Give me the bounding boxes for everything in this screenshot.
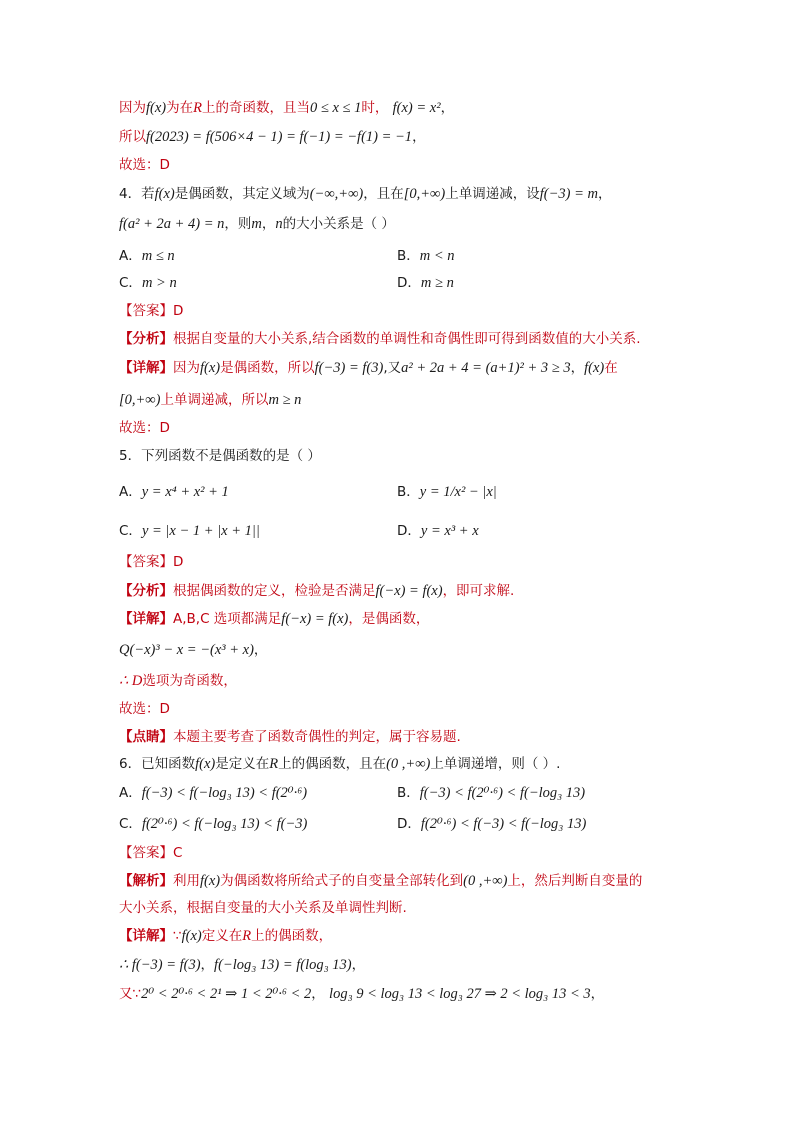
text-line: 因为f(x)为在R上的奇函数，且当0 ≤ x ≤ 1时， f(x) = x²， xyxy=(119,100,455,116)
option-d: D．f(2⁰·⁶) < f(−3) < f(−log₃ 13) xyxy=(397,816,587,832)
option-b: B．y = 1/x² − |x| xyxy=(397,484,497,500)
select-5: 故选：D xyxy=(119,701,170,717)
question-4-cont: f(a² + 2a + 4) = n，则m，n的大小关系是（ ） xyxy=(119,216,395,232)
detail-6-cont2: 又∵2⁰ < 2⁰·⁶ < 2¹ ⇒ 1 < 2⁰·⁶ < 2， log₃ 9 < log₃ 13 < log₃ 27 ⇒ 2 < log₃ 13 < 3， xyxy=(119,986,605,1002)
option-a: A．m ≤ n xyxy=(119,248,175,264)
option-b: B．m < n xyxy=(397,248,455,264)
text-line: 所以f(2023) = f(506×4 − 1) = f(−1) = −f(1) = −1， xyxy=(119,129,426,145)
question-4: 4．若f(x)是偶函数，其定义域为(−∞,+∞)，且在[0,+∞)上单调递减，设f(−3) = m， xyxy=(119,186,612,202)
option-b: B．f(−3) < f(2⁰·⁶) < f(−log₃ 13) xyxy=(397,785,586,801)
option-a: A．f(−3) < f(−log₃ 13) < f(2⁰·⁶) xyxy=(119,785,308,801)
detail-6: 【详解】∵f(x)定义在R上的偶函数， xyxy=(119,928,333,944)
detail-5-cont: Q(−x)³ − x = −(x³ + x)， xyxy=(119,642,268,658)
answer-4: 【答案】D xyxy=(119,303,184,319)
option-c: C．f(2⁰·⁶) < f(−log₃ 13) < f(−3) xyxy=(119,816,308,832)
analysis-6: 【解析】利用f(x)为偶函数将所给式子的自变量全部转化到(0 ,+∞)上，然后判断自变量的 xyxy=(119,873,643,889)
option-d: D．m ≥ n xyxy=(397,275,454,291)
select-4: 故选：D xyxy=(119,420,170,436)
answer-6: 【答案】C xyxy=(119,845,183,861)
analysis-6-cont: 大小关系，根据自变量的大小关系及单调性判断. xyxy=(119,900,407,916)
text-line: 故选：D xyxy=(119,157,170,173)
option-d: D．y = x³ + x xyxy=(397,523,479,539)
option-c: C．y = |x − 1 + |x + 1|| xyxy=(119,523,260,539)
detail-5: 【详解】A,B,C 选项都满足f(−x) = f(x)，是偶函数， xyxy=(119,611,430,627)
option-a: A．y = x⁴ + x² + 1 xyxy=(119,484,229,500)
answer-5: 【答案】D xyxy=(119,554,184,570)
detail-4: 【详解】因为f(x)是偶函数，所以f(−3) = f(3),又a² + 2a + 4 = (a+1)² + 3 ≥ 3，f(x)在 xyxy=(119,360,618,376)
question-5: 5．下列函数不是偶函数的是（ ） xyxy=(119,448,321,464)
analysis-5: 【分析】根据偶函数的定义，检验是否满足f(−x) = f(x)，即可求解. xyxy=(119,583,515,599)
detail-6-cont: ∴ f(−3) = f(3)，f(−log₃ 13) = f(log₃ 13)， xyxy=(119,957,366,973)
detail-5-cont2: ∴ D选项为奇函数， xyxy=(119,673,237,689)
point-5: 【点睛】本题主要考查了函数奇偶性的判定，属于容易题. xyxy=(119,729,461,745)
detail-4-cont: [0,+∞)上单调递减，所以m ≥ n xyxy=(119,392,302,408)
option-c: C．m > n xyxy=(119,275,177,291)
analysis-4: 【分析】根据自变量的大小关系,结合函数的单调性和奇偶性即可得到函数值的大小关系. xyxy=(119,331,641,347)
question-6: 6．已知函数f(x)是定义在R上的偶函数，且在(0 ,+∞)上单调递增，则（ ）. xyxy=(119,756,561,772)
